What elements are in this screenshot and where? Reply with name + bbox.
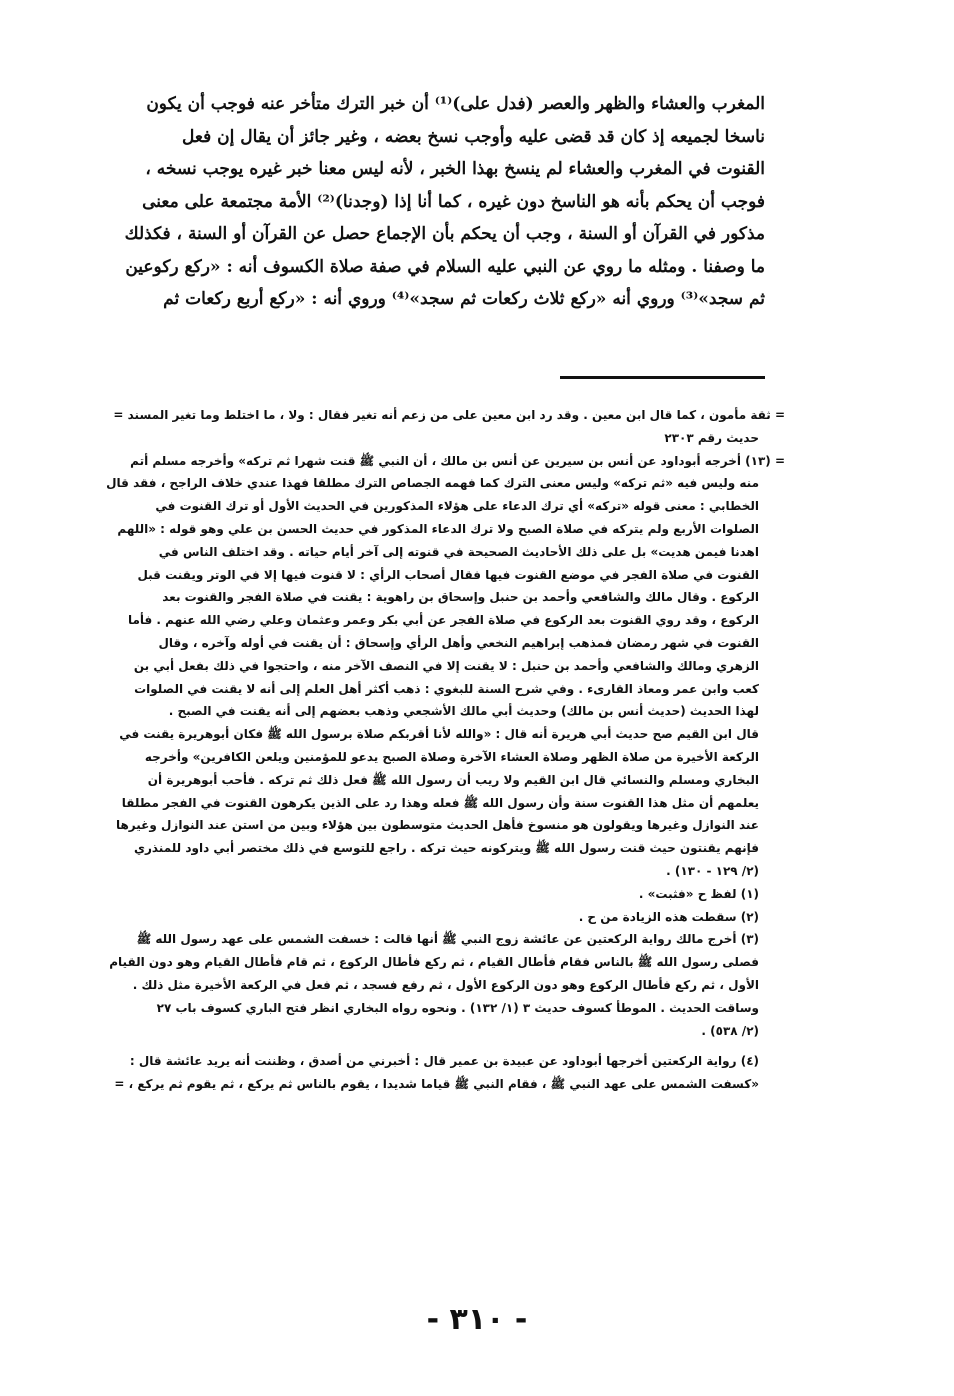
footnote-line: «كسفت الشمس على عهد النبي ﷺ ، فقام النبي ﷺ قياما شديدا ، يقوم بالناس ثم يركع ، ثم يقوم ثم يركع ، = xyxy=(114,1077,759,1092)
footnote-line: البخاري ومسلم والنسائي قال ابن القيم ولا ريب أن رسول الله ﷺ فعل ذلك ثم تركه . فأحب أبوهريرة أن xyxy=(147,772,759,787)
footnote-line: لهذا الحديث (حديث أنس بن مالك) وحديث أبي مالك الأشجعي وذهب بعضهم إلى أنه يقنت في الصبح . xyxy=(168,704,759,719)
footnote-line: القنوت في شهر رمضان فمذهب إبراهيم النخعي وأهل الرأي وإسحاق : أن يقنت في أوله وآخره ، وقال xyxy=(158,635,759,650)
footnote-line: (١) لفظ ح «فثبت» . xyxy=(638,886,759,901)
footnote-separator xyxy=(560,376,765,379)
main-text-line: مذكور في القرآن أو السنة ، وجب أن يحكم بأن الإجماع حصل عن القرآن أو السنة ، فكذلك xyxy=(124,224,765,244)
footnote-gap xyxy=(95,1042,785,1050)
footnote-line: (٣) أخرج مالك رواية الركعتين عن عائشة زوج النبي ﷺ أنها قالت : خسفت الشمس على عهد رسول الله ﷺ xyxy=(136,932,759,947)
footnote-line: وساقت الحديث . الموطأ كسوف حديث ٣ (١/ ١٣٢) . ونحوه رواه البخاري انظر فتح الباري كسوف باب ٢٧ xyxy=(156,1000,759,1015)
footnote-line: (٢) سقطت هذه الزيادة من ح . xyxy=(578,909,759,924)
footnote-line: حديث رقم ٢٣٠٣ xyxy=(664,430,759,445)
main-text-line: المغرب والعشاء والظهر والعصر (فدل على)⁽¹⁾ أن خبر الترك متأخر عنه فوجب أن يكون xyxy=(146,94,765,114)
footnote-line: القنوت في صلاة الفجر في موضع القنوت فيها فقال أصحاب الرأي : لا قنوت فيها إلا في الوتر ويقنت قبل xyxy=(137,567,759,582)
footnotes-block xyxy=(95,404,785,1096)
footnote-line: الركوع ، وقد روي القنوت بعد الركوع في صلاة الفجر عن أبي بكر وعمر وعثمان وعلي رضي الله عنهم . فأما xyxy=(127,613,759,628)
main-text-line: القنوت في المغرب والعشاء لم ينسخ بهذا الخبر ، لأنه ليس معنا خبر غيره يوجب نسخه ، xyxy=(145,159,765,179)
footnote-line: (٢/ ١٢٩ - ١٣٠) . xyxy=(666,863,759,878)
footnote-line: اهدنا فيمن هديت» بل على ذلك الأحاديث الصحيحة في قنوته إلى آخر أيام حياته . وقد اختلف الناس في xyxy=(158,544,759,559)
footnote-line: (٤) رواية الركعتين أخرجها أبوداود عن عبيدة بن عمير قال : أخبرني من أصدق ، وظننت أنه يريد عائشة قال : xyxy=(129,1054,759,1069)
main-text-line: فوجب أن يحكم بأنه هو الناسخ دون غيره ، كما أنا إذا (وجدنا)⁽²⁾ الأمة مجتمعة على معنى xyxy=(142,191,765,212)
footnote-line: = (١٣) أخرجه أبوداود عن أنس بن سيرين عن أنس بن مالك ، أن النبي ﷺ قنت شهرا ثم تركه» وأخرجه مسلم أتم xyxy=(130,453,785,468)
footnote-line: كعب وابن عمر ومعاذ القارىء . وفي شرح السنة للبغوي : ذهب أكثر أهل العلم إلى أنه لا يقنت في الصلوات xyxy=(134,681,759,696)
footnote-line: الركعة الأخيرة من صلاة الظهر وصلاة العشاء الآخرة وصلاة الصبح يدعو للمؤمنين ويلعن الكافرين» وأخرجه xyxy=(144,749,759,764)
page-number: - ٣١٠ - xyxy=(426,1302,528,1337)
footnote-line: يعلمهم أن مثل هذا القنوت سنة وأن رسول الله ﷺ فعله وهذا رد على الذين يكرهون القنوت في الفجر مطلقا xyxy=(121,795,759,810)
footnote-line: = ثقة مأمون ، كما قال ابن معين . وقد رد ابن معين على من زعم أنه تغير فقال : ولا ، ما اختلط وما تغير المسند = xyxy=(113,408,785,422)
footnote-line: الخطابي : معنى قوله «تركه» أي ترك الدعاء على هؤلاء المذكورين في الحديث الأول أو ترك القنوت في xyxy=(155,499,759,514)
main-text-line: ما وصفنا . ومثله ما روي عن النبي عليه السلام في صفة صلاة الكسوف أنه : «ركع ركوعين xyxy=(125,256,765,277)
footnote-line: فصلى رسول الله ﷺ بالناس فقام فأطال القيام ، ثم ركع فأطال الركوع ، ثم قام فأطال القيام وهو دون القيام xyxy=(109,955,759,970)
footnote-line: فإنهم يقنتون حيث قنت رسول الله ﷺ ويتركونه حيث تركه . راجع للتوسع في ذلك مختصر أبي داود للمنذري xyxy=(133,841,759,856)
main-text-line: ناسخا لجميعه إذ كان قد قضى عليه وأوجب نسخ بعضه ، وغير جائز أن يقال إن فعل xyxy=(182,126,765,147)
footnote-line: الأول ، ثم ركع فأطال الركوع وهو دون الركوع الأول ، ثم رفع فسجد ، ثم فعل في الركعة الأخيرة مثل ذلك . xyxy=(132,977,759,992)
footnote-line: الصلوات الأربع ولم يتركه في صلاة الصبح ولا ترك الدعاء المذكور في حديث الحسن بن علي وهو قوله : «اللهم xyxy=(117,521,759,536)
footnote-line: الركوع . وقال مالك والشافعي وأحمد بن حنبل وإسحاق بن راهوية : يقنت في صلاة الفجر والقنوت بعد xyxy=(162,590,759,605)
main-text-block xyxy=(100,88,765,316)
main-text-line: ثم سجد»⁽³⁾ وروي أنه «ركع ثلاث ركعات ثم سجد»⁽⁴⁾ وروي أنه : «ركع أربع ركعات ثم xyxy=(163,289,765,309)
footnote-line: الزهري ومالك والشافعي وأحمد بن حنبل : لا يقنت إلا في النصف الآخر منه ، واحتجوا في ذلك بفعل أبي بن xyxy=(133,658,759,673)
footnote-line: قال ابن القيم صح حديث أبي هريرة أنه قال : «والله لأنا أقربكم صلاة برسول الله ﷺ فكان أبوهريرة يقنت في xyxy=(119,727,759,742)
footnote-line: منه وليس فيه «ثم تركه» وليس معنى الترك كما فهمه الجصاص الترك مطلقا فهذا عندي خلاف الراجح ، فقد قال xyxy=(106,476,759,491)
footnote-line: (٢/ ٥٣٨) . xyxy=(701,1023,759,1038)
footnote-line: عند النوازل وغيرها ويقولون هو منسوخ فأهل الحديث متوسطون بين هؤلاء وبين من استن عند النوازل وغيرها xyxy=(115,818,759,833)
